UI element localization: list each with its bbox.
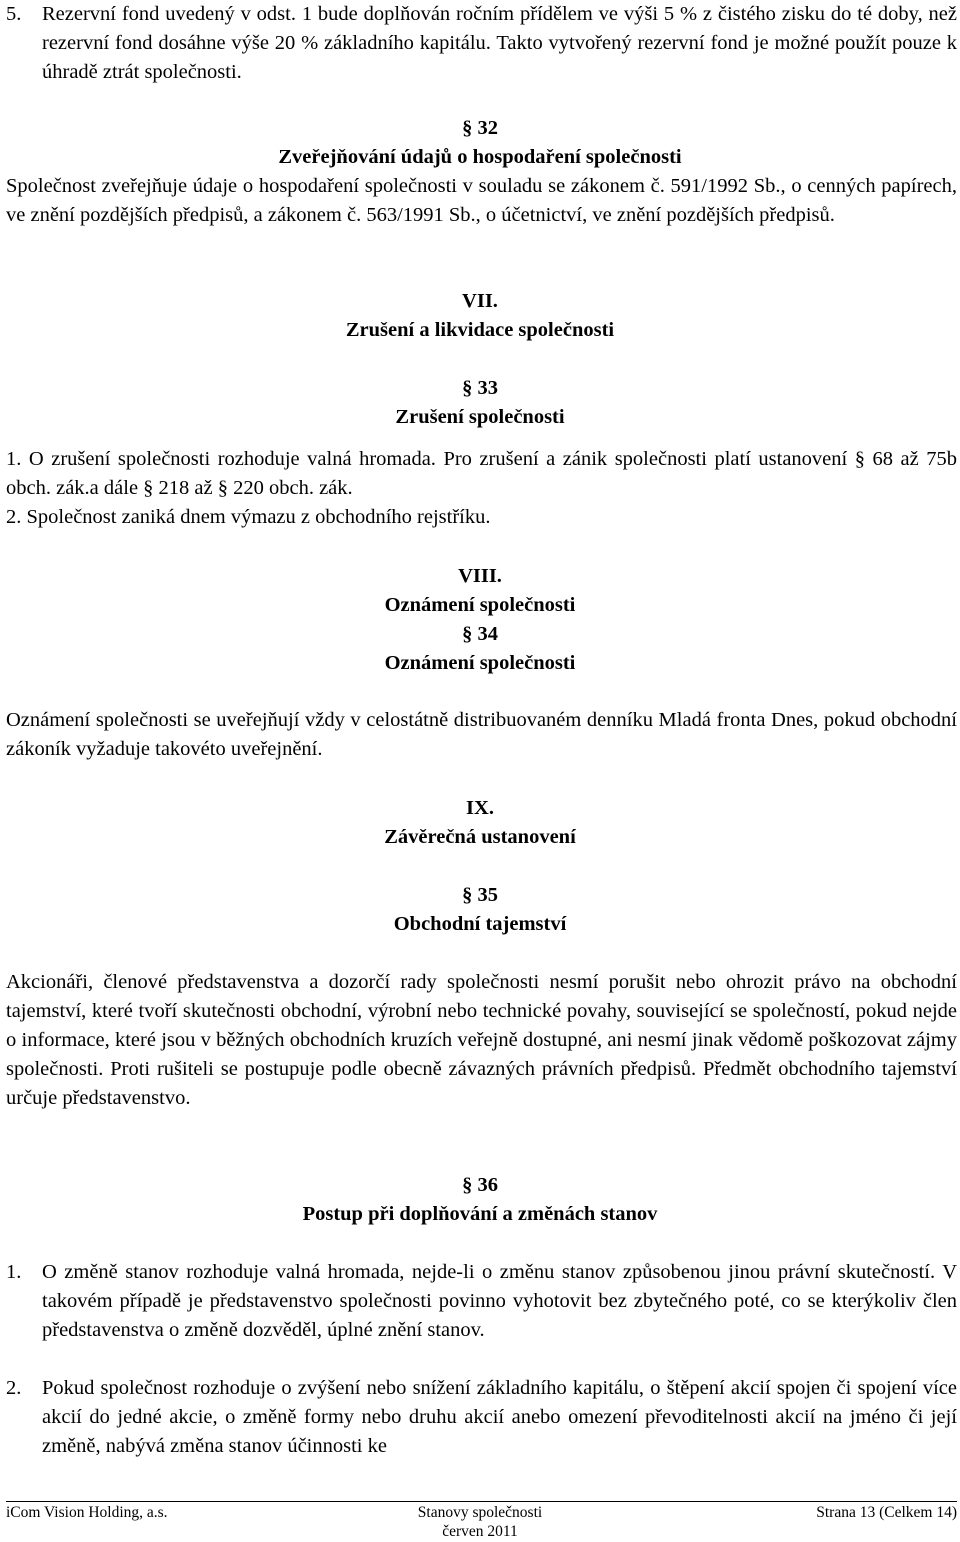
section-35-title: Obchodní tajemství xyxy=(393,913,567,935)
section-32-title: Zveřejňování údajů o hospodaření společnosti xyxy=(278,146,682,168)
paragraph-number: 5. xyxy=(6,3,22,25)
part-8-roman: VIII. xyxy=(458,565,502,587)
paragraph-number: 2. xyxy=(6,1377,22,1399)
part-8-title: Oznámení společnosti xyxy=(384,594,576,616)
section-33-title: Zrušení společnosti xyxy=(395,406,565,428)
section-34-number: § 34 xyxy=(462,623,498,645)
section-34-title: Oznámení společnosti xyxy=(384,652,576,674)
section-34-body: Oznámení společnosti se uveřejňují vždy v celostátně distribuovaném denníku Mladá fronta Dnes, pokud obchodní zákoník vyžaduje takovéto uveřejnění. xyxy=(6,709,957,760)
paragraph-text: Pokud společnost rozhoduje o zvýšení nebo snížení základního kapitálu, o štěpení akcií spojen či spojení více akcií do jedné akcie, o změně formy nebo druhu akcií anebo omezení převoditelnosti akcií na jméno či její změně, nabývá změna stanov účinnosti ke xyxy=(42,1377,957,1457)
part-7-title: Zrušení a likvidace společnosti xyxy=(345,319,615,341)
section-36-paragraph-2 xyxy=(6,1374,957,1461)
footer-page-number: Strana 13 (Celkem 14) xyxy=(816,1504,957,1521)
part-9-title: Závěrečná ustanovení xyxy=(384,826,576,848)
paragraph-text: Rezervní fond uvedený v odst. 1 bude doplňován ročním přídělem ve výši 5 % z čistého zisku do té doby, než rezervní fond dosáhne výše 20 % základního kapitálu. Takto vytvořený rezervní fond je možné použít pouze k úhradě ztrát společnosti. xyxy=(42,3,957,83)
footer-company: iCom Vision Holding, a.s. xyxy=(6,1504,168,1521)
footer-divider xyxy=(6,1501,957,1502)
part-9-roman: IX. xyxy=(466,797,494,819)
section-36-number: § 36 xyxy=(462,1174,498,1196)
section-32-body: Společnost zveřejňuje údaje o hospodaření společnosti v souladu se zákonem č. 591/1992 Sb., o cenných papírech, ve znění pozdějších předpisů, a zákonem č. 563/1991 Sb., o účetnictví, ve znění pozdějších předpisů. xyxy=(6,175,957,226)
section-35-body: Akcionáři, členové představenstva a dozorčí rady společnosti nesmí porušit nebo ohrozit právo na obchodní tajemství, které tvoří skutečnosti obchodní, výrobní nebo technické povahy, související se společností, pokud nejde o informace, které jsou v běžných obchodních kruzích veřejně dostupné, ani nesmí jinak vědomě poškozovat zájmy společnosti. Proti rušiteli se postupuje podle obecně závazných právních předpisů. Předmět obchodního tajemství určuje představenstvo. xyxy=(6,971,957,1109)
section-36-paragraph-1 xyxy=(6,1258,957,1345)
section-36-title: Postup při doplňování a změnách stanov xyxy=(302,1203,658,1225)
section-35-number: § 35 xyxy=(462,884,498,906)
paragraph-text: O změně stanov rozhoduje valná hromada, nejde-li o změnu stanov způsobenou jinou právní skutečností. V takovém případě je představenstvo společnosti povinno vyhotovit bez zbytečného poté, co se kterýkoliv člen představenstva o změně dozvěděl, úplné znění stanov. xyxy=(42,1261,957,1341)
section-33-number: § 33 xyxy=(462,377,498,399)
part-7-roman: VII. xyxy=(462,290,498,312)
paragraph-number: 1. xyxy=(6,1261,22,1283)
section-33-paragraph-2: 2. Společnost zaniká dnem výmazu z obchodního rejstříku. xyxy=(6,506,491,528)
section-32-number: § 32 xyxy=(462,117,498,139)
footer-document-title: Stanovy společnosti xyxy=(417,1504,543,1521)
paragraph-5 xyxy=(6,0,957,87)
section-33-paragraph-1: 1. O zrušení společnosti rozhoduje valná hromada. Pro zrušení a zánik společnosti platí ustanovení § 68 až 75b obch. zák.a dále § 218 až § 220 obch. zák. xyxy=(6,448,957,499)
footer-date: červen 2011 xyxy=(442,1523,518,1540)
